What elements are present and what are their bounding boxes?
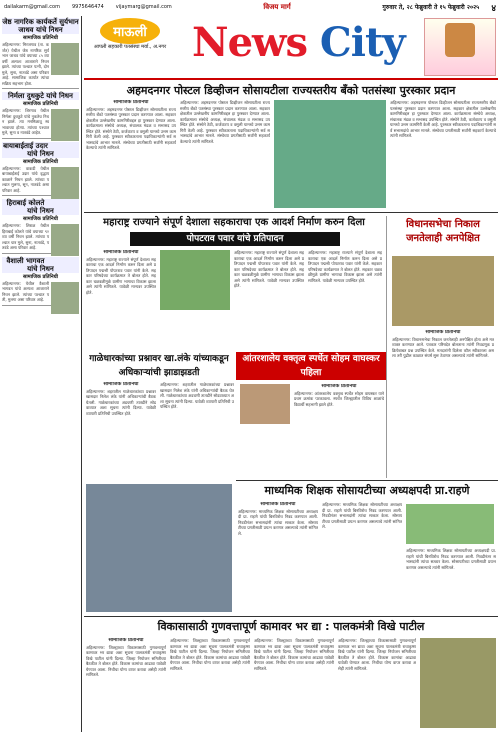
obituary-5: वैशाली भागवत यांचे निधन सामाजिक प्रतिनिधी अहिल्यानगर: येथील वैशाली भागवत यांचे अल्पशः आजाराने निधन झाले. त्यांच्या पश्चात पती, मुलगा असा परिवार आहे. xyxy=(2,257,79,306)
page-number: ४ xyxy=(491,3,496,14)
portrait-photo xyxy=(51,167,79,199)
story2-text-3: अहिल्यानगर: महाराष्ट्र राज्याने संपूर्ण देशाला सहकाराचा एक आदर्श निर्माण करुन दिला असे प्रतिपादन पद्मश्री पोपटराव पवार यांनी केले. सहकार परिषदेच्या कार्यक्रमात ते बोलत होते. सहकार चळवळीमुळे ग्रामीण भागाचा विकास झाला असे त्यांनी सांगितले. यावेळी मान्यवर उपस्थित होते. xyxy=(308,250,382,283)
story4-text: सामाजिक प्रतिनिधी अहिल्यानगर: शहरातील गाळेधारकांच्या प्रश्नावर खासदार निलेश लंके यांनी अधिकाऱ्यांची बैठक घेतली. गाळेधारकांच्या अडचणी तातडीने सोडवाव्यात अशा सूचना त्यांनी दिल्या. यावेळी व्यापारी प्रतिनिधी उपस्थित होते. xyxy=(86,382,156,416)
story6-text-3: अहिल्यानगर: माध्यमिक शिक्षक सोसायटीच्या अध्यक्षपदी प्रा. राहणे यांची बिनविरोध निवड करण्यात आली. निवडीनंतर सभासदांनी त्यांचा सत्कार केला. सोसायटीच्या प्रगतीसाठी प्रयत्न करणार असल्याचे त्यांनी सांगितले. xyxy=(406,548,496,570)
story1-text: सामाजिक प्रतिनिधी अहिल्यानगर: अहमदनगर पोस्टल डिव्हीजन सोसायटीला राज्यस्तरीय बँको पतसंस्था पुरस्कार प्रदान करण्यात आला. सहकार क्षेत्रातील उल्लेखनीय कामगिरीबद्दल हा पुरस्कार देण्यात आला. कार्यक्रमाला संस्थेचे अध्यक्ष, संचालक मंडळ व सभासद उपस्थित होते. संस्थेने ठेवी, कर्जवाटप व वसुली यामध्ये उत्तम कामगिरी केली आहे. पुरस्कार स्वीकारताना पदाधिकाऱ्यांनी सर्व सभासदांचे आभार मानले. संस्थेच्या प्रगतीसाठी सर्वांनी सहकार्य केल्याचे त्यांनी सांगितले. xyxy=(86,100,176,150)
story6-text: सामाजिक प्रतिनिधी अहिल्यानगर: माध्यमिक शिक्षक सोसायटीच्या अध्यक्षपदी प्रा. राहणे यांची बिनविरोध निवड करण्यात आली. निवडीनंतर सभासदांनी त्यांचा सत्कार केला. सोसायटीच्या प्रगतीसाठी प्रयत्न करणार असल्याचे त्यांनी सांगितले. xyxy=(238,502,318,536)
story2-headline: महाराष्ट्र राज्याने संपूर्ण देशाला सहकाराचा एक आदर्श निर्माण करुन दिला xyxy=(103,217,365,228)
politics-photo xyxy=(392,256,494,326)
portrait-photo xyxy=(51,282,79,314)
issue-date: गुरुवार ते, २८ फेब्रुवारी ते १५ फेब्रुवारी २०२५ xyxy=(382,4,480,11)
mauli-logo xyxy=(86,18,174,76)
story7-text-4: अहिल्यानगर: जिल्ह्याच्या विकासासाठी गुणवत्तापूर्ण कामावर भर द्यावा अशा सूचना पालकमंत्री राधाकृष्ण विखे पाटील यांनी दिल्या. जिल्हा नियोजन समितीच्या बैठकीत ते बोलत होते. विकास कामांचा आढावा यावेळी घेण्यात आला. निधीचा योग्य वापर करावा असेही त्यांनी सांगितले. xyxy=(338,638,416,671)
minister-photo xyxy=(420,638,496,728)
story5-text: सामाजिक प्रतिनिधी अहिल्यानगर: आंतरशालेय वक्तृत्व स्पर्धेत सोहम वाघस्कर याने प्रथम क्रमांक पटकावला. स्पर्धेत जिल्ह्यातील विविध शाळांचे विद्यार्थी सहभागी झाले होते. xyxy=(294,384,384,407)
story6-text-2: अहिल्यानगर: माध्यमिक शिक्षक सोसायटीच्या अध्यक्षपदी प्रा. राहणे यांची बिनविरोध निवड करण्यात आली. निवडीनंतर सभासदांनी त्यांचा सत्कार केला. सोसायटीच्या प्रगतीसाठी प्रयत्न करणार असल्याचे त्यांनी सांगितले. xyxy=(322,502,402,529)
divider xyxy=(84,616,498,617)
story1-text-3: अहिल्यानगर: अहमदनगर पोस्टल डिव्हीजन सोसायटीला राज्यस्तरीय बँको पतसंस्था पुरस्कार प्रदान करण्यात आला. सहकार क्षेत्रातील उल्लेखनीय कामगिरीबद्दल हा पुरस्कार देण्यात आला. कार्यक्रमाला संस्थेचे अध्यक्ष, संचालक मंडळ व सभासद उपस्थित होते. संस्थेने ठेवी, कर्जवाटप व वसुली यामध्ये उत्तम कामगिरी केली आहे. पुरस्कार स्वीकारताना पदाधिकाऱ्यांनी सर्व सभासदांचे आभार मानले. संस्थेच्या प्रगतीसाठी सर्वांनी सहकार्य केल्याचे त्यांनी सांगितले. xyxy=(390,100,496,138)
advertisement xyxy=(424,18,496,76)
portrait-photo xyxy=(51,109,79,141)
obituary-3: बायाबाईताई उदार यांचे निधन सामाजिक प्रतिनिधी अहिल्यानगर: वाकडी येथील बायाबाईताई उदार यांचे वृद्धापकाळाने निधन झाले. त्यांच्या पश्चात मुलगा, सून, नातवंडे असा परिवार आहे. xyxy=(2,142,79,197)
newspaper-title: News City xyxy=(192,19,405,66)
contact-email-2: vijaymarg@gmail.com xyxy=(115,4,172,10)
story1-headline: अहमदनगर पोस्टल डिव्हीजन सोसायटीला राज्यस्तरीय बँको पतसंस्था पुरस्कार प्रदान xyxy=(126,84,456,97)
event-photo xyxy=(160,250,230,310)
portrait-photo xyxy=(51,43,79,75)
strip-brand: विजय मार्ग xyxy=(263,2,291,11)
divider xyxy=(84,212,498,213)
winner-photo xyxy=(240,384,290,424)
story1-text-2: अहिल्यानगर: अहमदनगर पोस्टल डिव्हीजन सोसायटीला राज्यस्तरीय बँको पतसंस्था पुरस्कार प्रदान करण्यात आला. सहकार क्षेत्रातील उल्लेखनीय कामगिरीबद्दल हा पुरस्कार देण्यात आला. कार्यक्रमाला संस्थेचे अध्यक्ष, संचालक मंडळ व सभासद उपस्थित होते. संस्थेने ठेवी, कर्जवाटप व वसुली यामध्ये उत्तम कामगिरी केली आहे. पुरस्कार स्वीकारताना पदाधिकाऱ्यांनी सर्व सभासदांचे आभार मानले. संस्थेच्या प्रगतीसाठी सर्वांनी सहकार्य केल्याचे त्यांनी सांगितले. xyxy=(180,100,270,144)
obituary-1: जेष्ठ नागरिक कार्यकर्ते सुर्यभान जाधव यांचे निधन सामाजिक प्रतिनिधी अहिल्यानगर: मिरजगाव (ता. कर्जत) येथील जेष्ठ नागरिक सुर्यभान जाधव यांचे वयाच्या ८५ व्या वर्षी अल्पशः आजाराने निधन झाले. त्यांच्या पश्चात पत्नी, दोन मुले, सुना, नातवंडे असा परिवार आहे. सामाजिक कार्यात त्यांचा सक्रिय सहभाग होता. xyxy=(2,18,79,89)
ad-photo xyxy=(445,23,475,57)
left-column xyxy=(0,16,82,732)
story3-headline: विधानसभेचा निकाल जनतेलाही अनपेक्षित xyxy=(406,219,480,244)
story2-text: सामाजिक प्रतिनिधी अहिल्यानगर: महाराष्ट्र राज्याने संपूर्ण देशाला सहकाराचा एक आदर्श निर्माण करुन दिला असे प्रतिपादन पद्मश्री पोपटराव पवार यांनी केले. सहकार परिषदेच्या कार्यक्रमात ते बोलत होते. सहकार चळवळीमुळे ग्रामीण भागाचा विकास झाला असे त्यांनी सांगितले. यावेळी मान्यवर उपस्थित होते. xyxy=(86,250,156,295)
logo-caption: आपली सहकारी पतसंस्था मर्या., अ.नगर xyxy=(93,44,167,50)
top-strip xyxy=(0,0,500,14)
story7-headline: विकासासाठी गुणवत्तापूर्ण कामावर भर द्या : पालकमंत्री विखे पाटील xyxy=(157,620,425,633)
column-rule xyxy=(386,216,387,478)
portrait-photo xyxy=(51,224,79,256)
story7-text-2: अहिल्यानगर: जिल्ह्याच्या विकासासाठी गुणवत्तापूर्ण कामावर भर द्यावा अशा सूचना पालकमंत्री राधाकृष्ण विखे पाटील यांनी दिल्या. जिल्हा नियोजन समितीच्या बैठकीत ते बोलत होते. विकास कामांचा आढावा यावेळी घेण्यात आला. निधीचा योग्य वापर करावा असेही त्यांनी सांगितले. xyxy=(170,638,250,671)
story4-text-2: अहिल्यानगर: शहरातील गाळेधारकांच्या प्रश्नावर खासदार निलेश लंके यांनी अधिकाऱ्यांची बैठक घेतली. गाळेधारकांच्या अडचणी तातडीने सोडवाव्यात अशा सूचना त्यांनी दिल्या. यावेळी व्यापारी प्रतिनिधी उपस्थित होते. xyxy=(160,382,234,409)
story2-text-2: अहिल्यानगर: महाराष्ट्र राज्याने संपूर्ण देशाला सहकाराचा एक आदर्श निर्माण करुन दिला असे प्रतिपादन पद्मश्री पोपटराव पवार यांनी केले. सहकार परिषदेच्या कार्यक्रमात ते बोलत होते. सहकार चळवळीमुळे ग्रामीण भागाचा विकास झाला असे त्यांनी सांगितले. यावेळी मान्यवर उपस्थित होते. xyxy=(234,250,304,288)
story7-text-3: अहिल्यानगर: जिल्ह्याच्या विकासासाठी गुणवत्तापूर्ण कामावर भर द्यावा अशा सूचना पालकमंत्री राधाकृष्ण विखे पाटील यांनी दिल्या. जिल्हा नियोजन समितीच्या बैठकीत ते बोलत होते. विकास कामांचा आढावा यावेळी घेण्यात आला. निधीचा योग्य वापर करावा असेही त्यांनी सांगितले. xyxy=(254,638,334,671)
story5-headline: आंतरशालेय वक्तृत्व स्पर्धेत सोहम वाघस्कर पहिला xyxy=(236,352,386,380)
story4-headline: गाळेधारकांच्या प्रश्नावर खा.लंके यांच्याकडून अधिकाऱ्यांची झाडाझडती xyxy=(89,354,229,378)
masthead-area xyxy=(84,16,498,80)
story6-headline: माध्यमिक शिक्षक सोसायटीच्या अध्यक्षपदी प्रा.राहणे xyxy=(264,484,470,497)
contact-email: dailakarm@gmail.com xyxy=(4,4,60,10)
award-photo xyxy=(274,100,386,208)
story3-text: सामाजिक प्रतिनिधी अहिल्यानगर: विधानसभेचा निकाल जनतेलाही अनपेक्षित होता असे मत व्यक्त करण्यात आले. पत्रकार परिषदेत बोलताना त्यांनी निवडणूक प्रक्रियेबाबत प्रश्न उपस्थित केले. मतदारांनी दिलेला कौल स्वीकारला असला तरी पुढील काळात संघर्ष सुरू ठेवणार असल्याचे त्यांनी सांगितले. xyxy=(392,330,494,358)
society-photo xyxy=(406,504,494,544)
obituary-2: निर्मला दुधकुटे यांचे निधन सामाजिक प्रतिनिधी अहिल्यानगर: शिरगाव येथील निर्मला दुधकुटे यांचे नुकतेच निधन झाले. त्या मनमिळावू स्वभावाच्या होत्या. त्यांच्या पश्चात मुले, सुना व नातवंडे आहेत. xyxy=(2,92,79,139)
story2-deck: पोपटराव पवार यांचे प्रतिपादन xyxy=(130,232,340,246)
logo-mark: माऊली xyxy=(100,18,160,44)
meeting-photo xyxy=(86,484,232,612)
obituary-4: हिराबाई कोलते यांचे निधन सामाजिक प्रतिनिधी अहिल्यानगर: शिराळ येथील हिराबाई कोलते यांचे वयाच्या ९२ व्या वर्षी निधन झाले. त्यांच्या पश्चात चार मुले, सुना, नातवंडे, पतवंडे असा परिवार आहे. xyxy=(2,199,79,254)
contact-phone: 9975646474 xyxy=(71,4,104,10)
story7-text: सामाजिक प्रतिनिधी अहिल्यानगर: जिल्ह्याच्या विकासासाठी गुणवत्तापूर्ण कामावर भर द्यावा अशा सूचना पालकमंत्री राधाकृष्ण विखे पाटील यांनी दिल्या. जिल्हा नियोजन समितीच्या बैठकीत ते बोलत होते. विकास कामांचा आढावा यावेळी घेण्यात आला. निधीचा योग्य वापर करावा असेही त्यांनी सांगितले. xyxy=(86,638,166,677)
divider xyxy=(236,480,498,481)
